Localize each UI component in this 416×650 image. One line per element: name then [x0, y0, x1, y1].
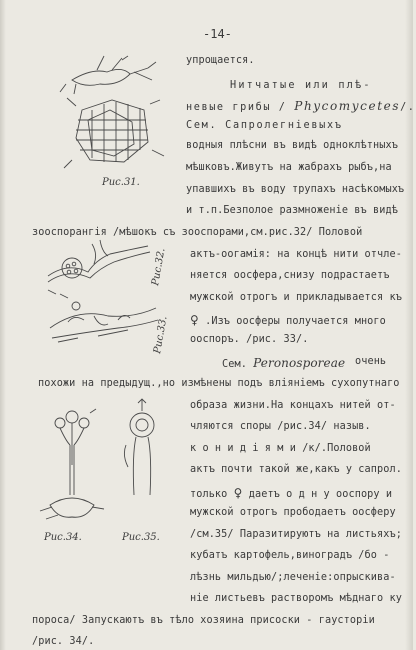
text-line-15: [222, 356, 345, 370]
handwritten-phycomycetes: Phycomycetes: [294, 99, 401, 113]
text-line-20: актъ почти такой же,какъ у сапрол.: [190, 464, 402, 475]
handwritten-female-sign-2: ♀: [233, 486, 243, 500]
figure-34: [30, 395, 120, 555]
figure-31-caption: Рис.31.: [102, 177, 140, 188]
figure-31: [52, 50, 182, 200]
text-line-6: мѣшковъ.Живутъ на жабрахъ рыбъ,на: [186, 162, 392, 173]
figure-35: [112, 395, 192, 555]
text-line-15-text: Сем.: [222, 359, 247, 370]
text-line-21-a: только: [190, 489, 228, 500]
page-number: -14-: [203, 27, 232, 41]
text-line-3: невые грибы / Phycomycetes/.: [186, 99, 416, 113]
text-line-27: пороса/ Запускаютъ въ тѣло хозяина присоски - гаусторіи: [32, 615, 375, 626]
text-line-18: чляются споры /рис.34/ назыв.: [190, 421, 371, 432]
text-line-2: Нитчатые или плѣ-: [230, 80, 372, 91]
text-line-24: кубатъ картофель,виноградъ /бо -: [190, 550, 390, 561]
page-edge-right: [405, 0, 413, 650]
text-line-12: мужской отрогъ и прикладывается къ: [190, 292, 402, 303]
text-line-15b: очень: [355, 356, 387, 367]
figure-35-caption: Рис.35.: [122, 532, 160, 543]
text-line-22: мужской отрогъ прободаетъ оосферу: [190, 507, 396, 518]
text-line-25: лѣзнь мильдью/;леченіе:опрыскива-: [190, 572, 396, 583]
text-line-28: /рис. 34/.: [32, 636, 95, 647]
text-line-17: образа жизни.На концахъ нитей от-: [190, 400, 396, 411]
text-line-3-text: невые грибы /: [186, 102, 287, 113]
figure-32-caption: Рис.32.: [150, 247, 168, 287]
figure-32: [38, 234, 173, 304]
text-line-13: [190, 313, 386, 327]
text-line-21: [190, 486, 392, 500]
text-line-1: упрощается.: [186, 55, 255, 66]
text-line-26: ніе листьевъ растворомъ мѣднаго ку: [190, 593, 402, 604]
handwritten-female-sign: ♀: [190, 313, 199, 327]
figure-33: [38, 298, 173, 368]
text-line-8: и т.п.Безполое размноженіе въ видѣ: [186, 205, 398, 216]
text-line-4: Сем. Сапролегніевыхъ: [186, 120, 343, 131]
text-line-21-b: даетъ о д н у ооспору и: [248, 489, 393, 500]
figure-33-caption: Рис.33.: [152, 315, 170, 355]
text-line-13-text: .Изъ оосферы получается много: [205, 316, 386, 327]
text-line-23: /см.35/ Паразитируютъ на листьяхъ;: [190, 529, 402, 540]
text-line-19: к о н и д і я м и /к/.Половой: [190, 443, 371, 454]
text-line-9: зооспорангія /мѣшокъ съ зооспорами,см.рис.32/ Половой: [32, 227, 363, 238]
text-line-11: няется оосфера,снизу подрастаетъ: [190, 270, 390, 281]
text-line-10: актъ-оогамія: на концѣ нити отчле-: [190, 249, 402, 260]
text-line-7: упавшихъ въ воду трупахъ насѣкомыхъ: [186, 184, 405, 195]
page-edge-left: [0, 0, 6, 650]
text-line-5: водныя плѣсни въ видѣ одноклѣтныхъ: [186, 140, 398, 151]
figure-34-caption: Рис.34.: [44, 532, 82, 543]
handwritten-peronosporeae: Peronosporeae: [253, 356, 346, 370]
text-line-14: ооспоръ. /рис. 33/.: [190, 334, 309, 345]
text-line-16: похожи на предыдущ.,но измѣнены подъ вліяніемъ сухопутнаго: [38, 378, 400, 389]
